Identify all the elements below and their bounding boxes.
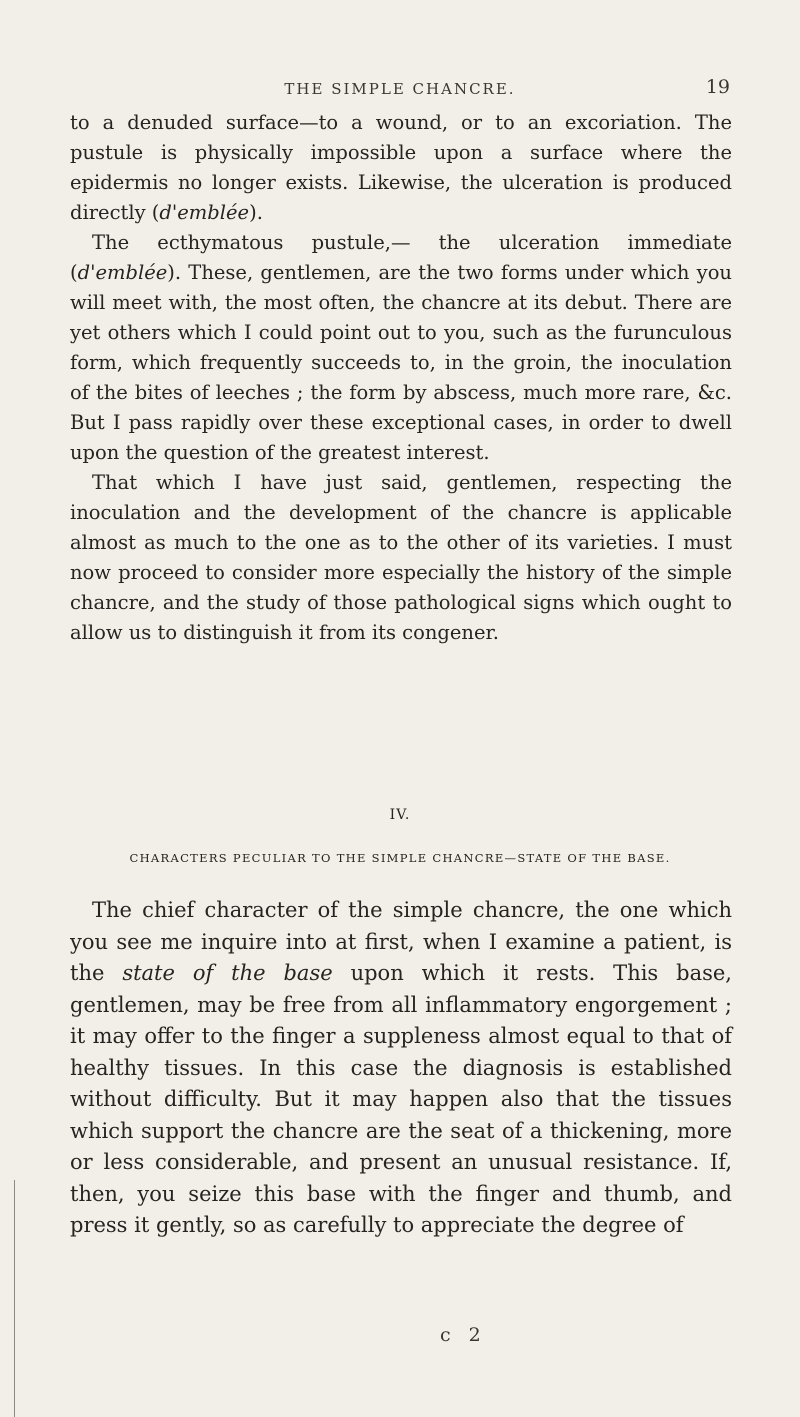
paragraph: [70, 468, 732, 648]
paragraph: [70, 228, 732, 468]
text-block-bottom: [70, 895, 732, 1242]
section-number: IV.: [389, 807, 411, 823]
text-run: That which I have just said, gentlemen, respecting the inoculation and the development of the chancre is applicable almost as much to the one as to the other of its varieties. I must now proceed to consider more especially the history of the simple chancre, and the study of those pathological signs which ought to allow us to distinguish it from its congener.: [70, 471, 732, 644]
paragraph: [70, 108, 732, 228]
text-run: The ecthymatous pustule,— the ulceration immediate (: [70, 231, 732, 284]
text-run: upon which it rests. This base, gentlemen, may be free from all inflammatory engorgement ; it may offer to the finger a suppleness almost equal to that of healthy tissues. In this case the diagnosis is established without difficulty. But it may happen also that the tissues which support the chancre are the seat of a thickening, more or less considerable, and present an unusual resistance. If, then, you seize this base with the finger and thumb, and press it gently, so as carefully to appreciate the degree of: [70, 961, 732, 1237]
text-run: ). These, gentlemen, are the two forms under which you will meet with, the most often, the chancre at its debut. There are yet others which I could point out to you, such as the furunculous form, which frequently succeeds to, in the groin, the inoculation of the bites of leeches ; the form by abscess, much more rare, &c. But I pass rapidly over these exceptional cases, in order to dwell upon the question of the greatest interest.: [70, 261, 732, 464]
italic-text: d'emblée: [77, 261, 168, 284]
italic-text: d'emblée: [159, 201, 250, 224]
page-number: 19: [705, 76, 730, 98]
text-run: ).: [249, 201, 263, 224]
signature-mark: c 2: [440, 1324, 487, 1346]
paragraph: [70, 895, 732, 1242]
running-title: THE SIMPLE CHANCRE.: [284, 80, 516, 98]
margin-rule: [14, 1180, 15, 1417]
text-run: to a denuded surface—to a wound, or to an excoriation. The pustule is physically impossible upon a surface where the epidermis no longer exists. Likewise, the ulceration is produced directly (: [70, 111, 732, 224]
section-heading: CHARACTERS PECULIAR TO THE SIMPLE CHANCRE—STATE OF THE BASE.: [129, 851, 671, 865]
italic-text: state of the base: [122, 961, 333, 985]
text-run: The chief character of the simple chancre, the one which you see me inquire into at first, when I examine a patient, is the: [70, 898, 732, 985]
text-block-top: [70, 108, 732, 648]
